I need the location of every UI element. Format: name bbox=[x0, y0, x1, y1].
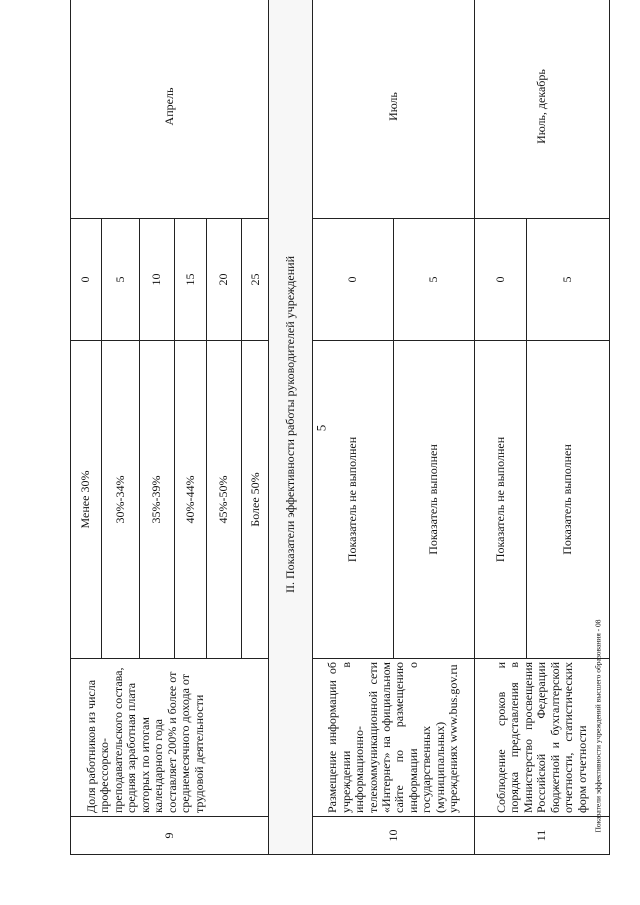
page-footer: Показатели эффективности учреждений высшего образования - 08 bbox=[593, 619, 603, 833]
score-cell: 0 bbox=[71, 219, 102, 341]
condition-cell: Показатель не выполнен bbox=[474, 341, 526, 659]
criterion-cell: Доля работников из числа профессорско-преподавательского состава, средняя заработная плата которых по итогам календарного года составляет 200% и более от среднемесячного дохода от трудовой деятельности bbox=[71, 659, 269, 817]
rotated-table-container bbox=[70, 0, 610, 855]
section-title: II. Показатели эффективности работы руководителей учреждений bbox=[269, 0, 313, 855]
condition-cell: Показатель выполнен bbox=[526, 341, 609, 659]
score-cell: 10 bbox=[139, 219, 174, 341]
condition-cell: 40%-44% bbox=[174, 341, 206, 659]
score-cell: 0 bbox=[312, 219, 393, 341]
condition-cell: Показатель не выполнен bbox=[312, 341, 393, 659]
score-cell: 5 bbox=[526, 219, 609, 341]
condition-cell: Более 50% bbox=[242, 341, 269, 659]
row-number: 11 bbox=[474, 817, 609, 855]
table-row-10 bbox=[312, 0, 393, 855]
criterion-cell: Размещение информации об учреждении в информационно-телекоммуникационной сети «Интернет» на официальном сайте по размещению информации о государственных (муниципальных) учреждениях www.bus.gov.ru bbox=[312, 659, 474, 817]
page-number: 5 bbox=[313, 424, 329, 432]
score-cell: 5 bbox=[102, 219, 139, 341]
period-cell: Апрель bbox=[71, 0, 269, 219]
indicators-table bbox=[70, 0, 610, 855]
row-number: 9 bbox=[71, 817, 269, 855]
criterion-cell: Соблюдение сроков и порядка представления в Министерство просвещения Российской Федерации бюджетной и бухгалтерской отчетности, статистических форм отчетности bbox=[474, 659, 609, 817]
table-row-11 bbox=[474, 0, 526, 855]
score-cell: 20 bbox=[207, 219, 242, 341]
table-row-9 bbox=[71, 0, 102, 855]
score-cell: 15 bbox=[174, 219, 206, 341]
period-cell: Июль bbox=[312, 0, 474, 219]
score-cell: 5 bbox=[393, 219, 474, 341]
condition-cell: 30%-34% bbox=[102, 341, 139, 659]
condition-cell: Показатель выполнен bbox=[393, 341, 474, 659]
row-number: 10 bbox=[312, 817, 474, 855]
condition-cell: 35%-39% bbox=[139, 341, 174, 659]
condition-cell: Менее 30% bbox=[71, 341, 102, 659]
score-cell: 0 bbox=[474, 219, 526, 341]
section-row bbox=[269, 0, 313, 855]
period-cell: Июль, декабрь bbox=[474, 0, 609, 219]
condition-cell: 45%-50% bbox=[207, 341, 242, 659]
score-cell: 25 bbox=[242, 219, 269, 341]
